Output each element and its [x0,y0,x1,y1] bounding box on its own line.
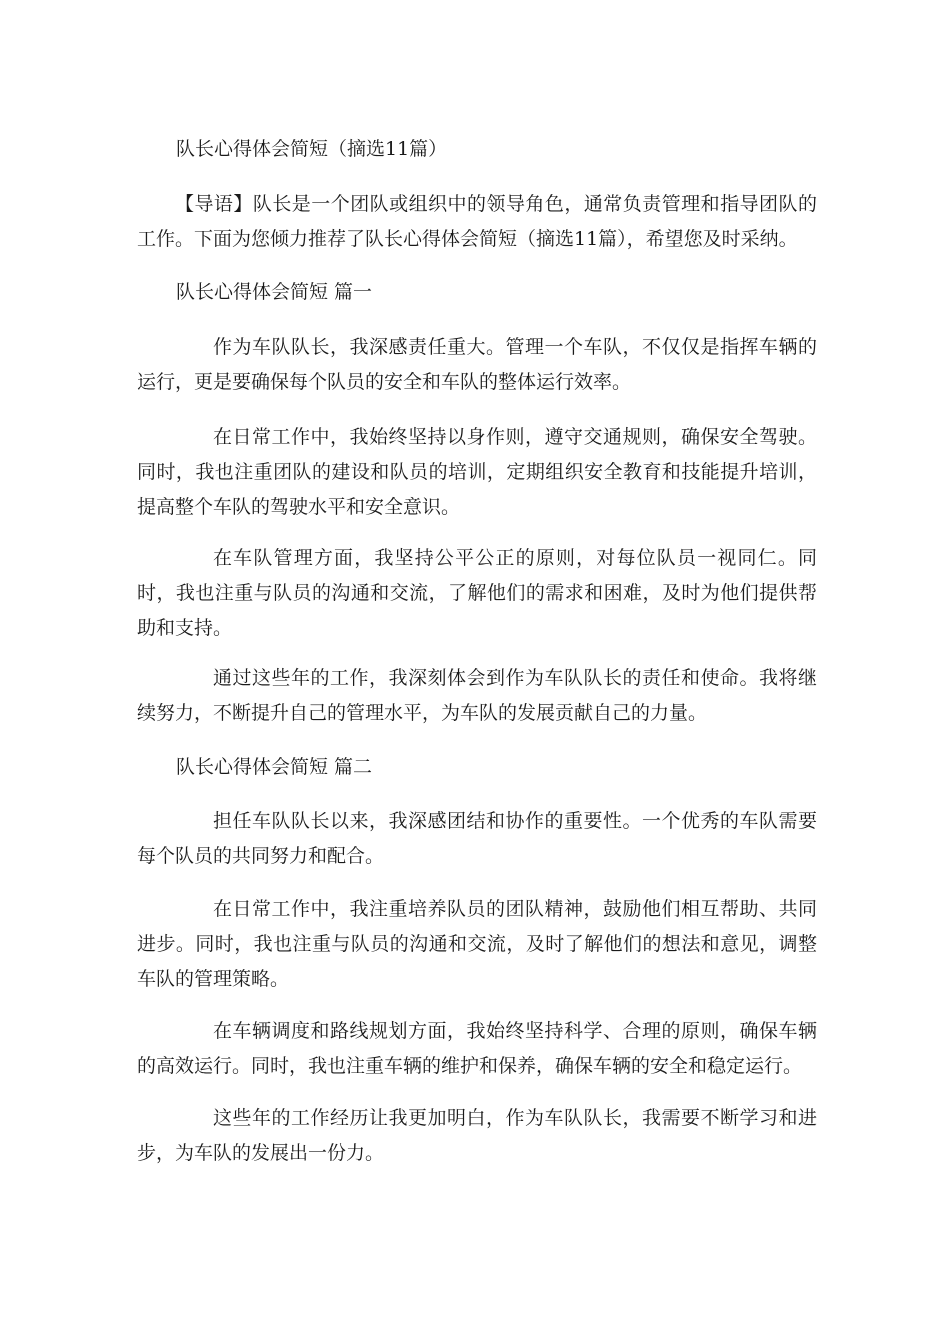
section-2-paragraph-4: 这些年的工作经历让我更加明白，作为车队队长，我需要不断学习和进步，为车队的发展出一份力。 [137,1107,817,1164]
section-1-paragraph-4: 通过这些年的工作，我深刻体会到作为车队队长的责任和使命。我将继续努力，不断提升自己的管理水平，为车队的发展贡献自己的力量。 [137,667,817,724]
section-1-paragraph-3: 在车队管理方面，我坚持公平公正的原则，对每位队员一视同仁。同时，我也注重与队员的沟通和交流，了解他们的需求和困难，及时为他们提供帮助和支持。 [137,547,817,639]
section-2-paragraph-3: 在车辆调度和路线规划方面，我始终坚持科学、合理的原则，确保车辆的高效运行。同时，我也注重车辆的维护和保养，确保车辆的安全和稳定运行。 [137,1020,817,1077]
section-1-paragraph-1: 作为车队队长，我深感责任重大。管理一个车队，不仅仅是指挥车辆的运行，更是要确保每个队员的安全和车队的整体运行效率。 [137,336,817,393]
document-title: 队长心得体会简短（摘选11篇） [176,138,448,160]
section-1-paragraph-2: 在日常工作中，我始终坚持以身作则，遵守交通规则，确保安全驾驶。同时，我也注重团队的建设和队员的培训，定期组织安全教育和技能提升培训，提高整个车队的驾驶水平和安全意识。 [137,426,817,518]
section-2-paragraph-2: 在日常工作中，我注重培养队员的团队精神，鼓励他们相互帮助、共同进步。同时，我也注重与队员的沟通和交流，及时了解他们的想法和意见，调整车队的管理策略。 [137,898,817,990]
section-2-paragraph-1: 担任车队队长以来，我深感团结和协作的重要性。一个优秀的车队需要每个队员的共同努力和配合。 [137,810,817,867]
intro-paragraph: 【导语】队长是一个团队或组织中的领导角色，通常负责管理和指导团队的工作。下面为您倾力推荐了队长心得体会简短（摘选11篇），希望您及时采纳。 [137,193,817,250]
section-heading-1: 队长心得体会简短 篇一 [176,281,373,303]
section-heading-2: 队长心得体会简短 篇二 [176,756,373,778]
